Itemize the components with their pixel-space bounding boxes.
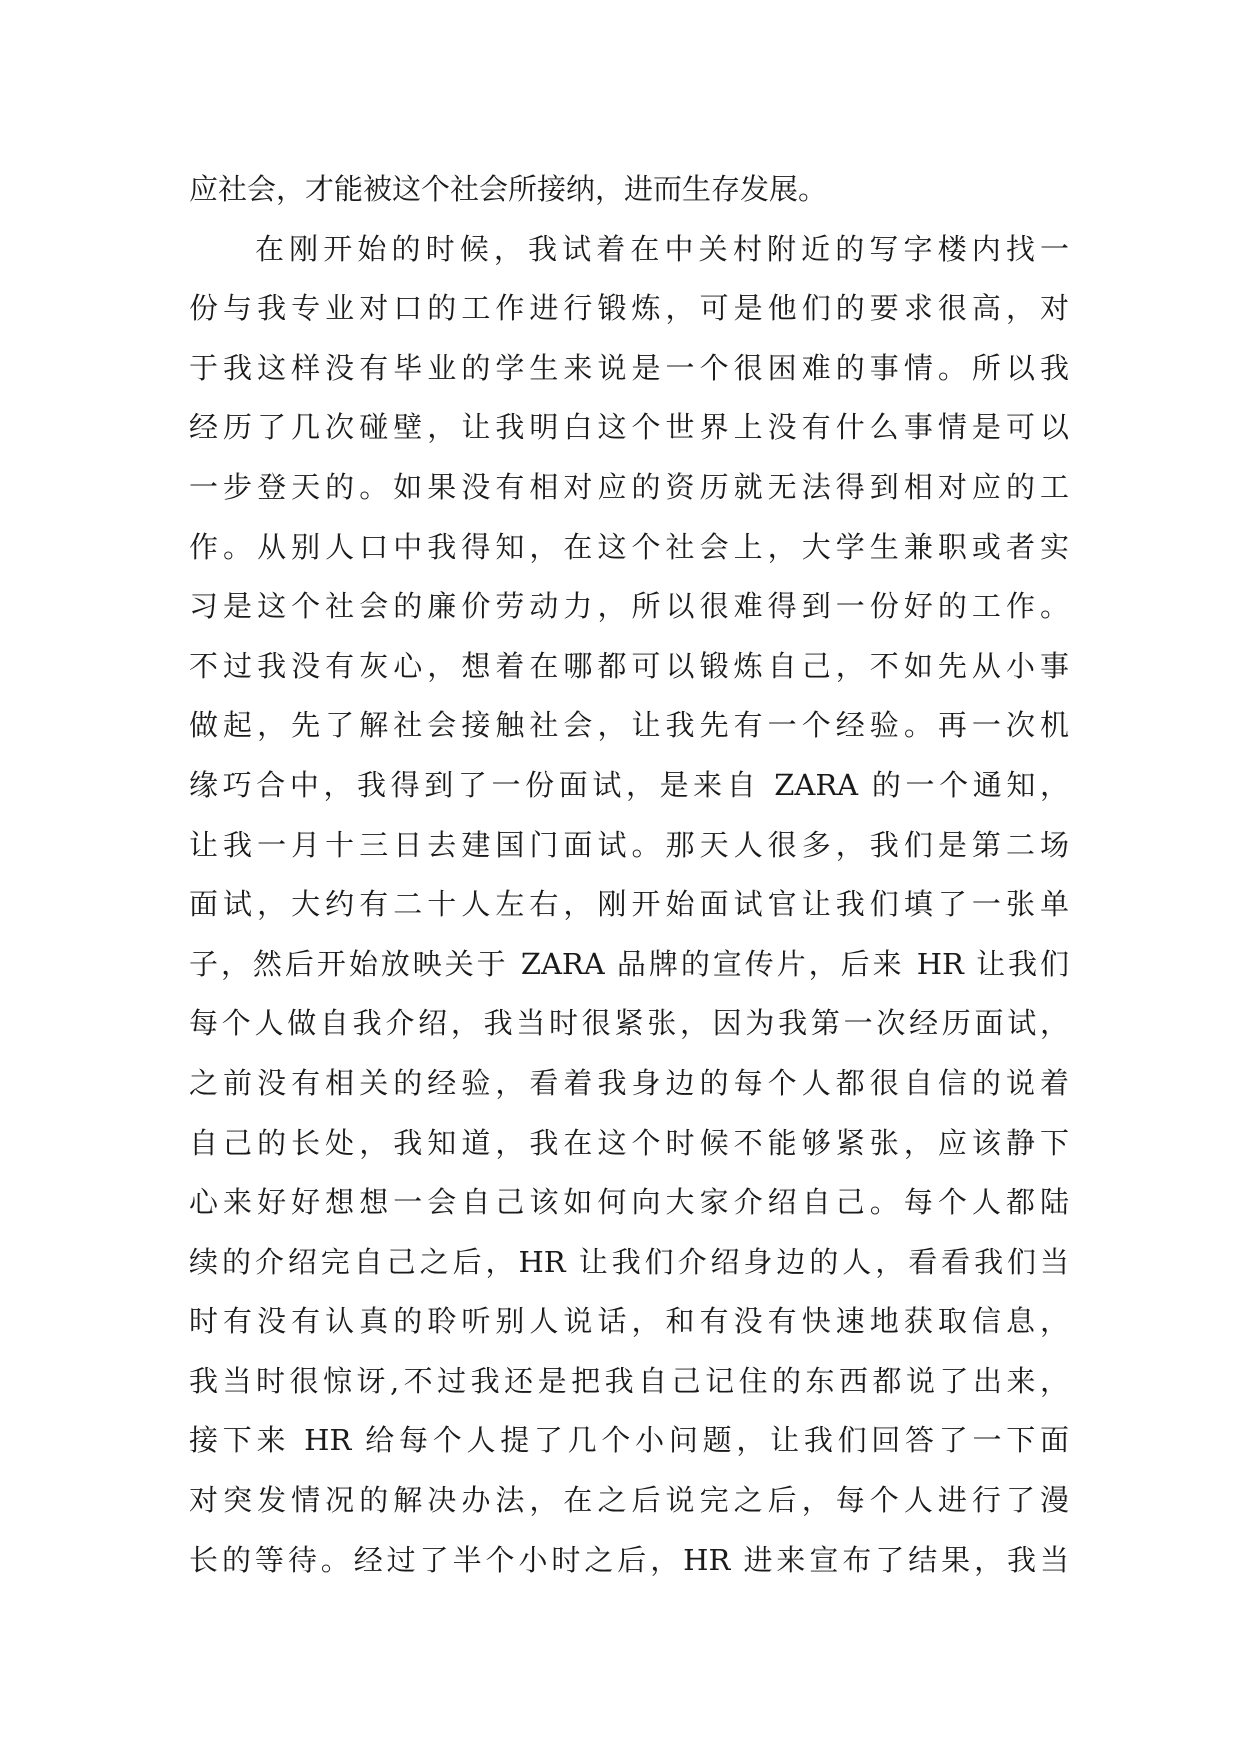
text-line: 接下来 HR 给每个人提了几个小问题，让我们回答了一下面	[189, 1423, 1069, 1458]
text-line: 做起，先了解社会接触社会，让我先有一个经验。再一次机	[189, 708, 1069, 743]
text-line: 习是这个社会的廉价劳动力，所以很难得到一份好的工作。	[189, 589, 1069, 624]
text-line: 续的介绍完自己之后，HR 让我们介绍身边的人，看看我们当	[189, 1244, 1069, 1279]
text-line: 子，然后开始放映关于 ZARA 品牌的宣传片，后来 HR 让我们	[189, 946, 1069, 981]
text-line: 缘巧合中，我得到了一份面试，是来自 ZARA 的一个通知，	[189, 767, 1069, 802]
body-text	[189, 160, 1069, 1590]
text-line: 长的等待。经过了半个小时之后，HR 进来宣布了结果，我当	[189, 1542, 1069, 1577]
text-line: 自己的长处，我知道，我在这个时候不能够紧张，应该静下	[189, 1125, 1069, 1160]
text-line: 对突发情况的解决办法，在之后说完之后，每个人进行了漫	[189, 1483, 1069, 1518]
paragraph-start-line: 在刚开始的时候，我试着在中关村附近的写字楼内找一	[255, 231, 1069, 266]
text-line: 面试，大约有二十人左右，刚开始面试官让我们填了一张单	[189, 887, 1069, 922]
text-line: 于我这样没有毕业的学生来说是一个很困难的事情。所以我	[189, 350, 1069, 385]
text-line: 让我一月十三日去建国门面试。那天人很多，我们是第二场	[189, 827, 1069, 862]
text-line: 不过我没有灰心，想着在哪都可以锻炼自己，不如先从小事	[189, 648, 1069, 683]
text-line: 心来好好想想一会自己该如何向大家介绍自己。每个人都陆	[189, 1185, 1069, 1220]
text-line: 时有没有认真的聆听别人说话，和有没有快速地获取信息，	[189, 1304, 1069, 1339]
text-line: 每个人做自我介绍，我当时很紧张，因为我第一次经历面试，	[189, 1006, 1069, 1041]
text-line: 我当时很惊讶,不过我还是把我自己记住的东西都说了出来，	[189, 1363, 1069, 1398]
text-line: 份与我专业对口的工作进行锻炼，可是他们的要求很高，对	[189, 291, 1069, 326]
text-line: 应社会，才能被这个社会所接纳，进而生存发展。	[189, 172, 828, 206]
text-line: 之前没有相关的经验，看着我身边的每个人都很自信的说着	[189, 1065, 1069, 1100]
text-line: 作。从别人口中我得知，在这个社会上，大学生兼职或者实	[189, 529, 1069, 564]
text-line: 经历了几次碰壁，让我明白这个世界上没有什么事情是可以	[189, 410, 1069, 445]
text-line: 一步登天的。如果没有相对应的资历就无法得到相对应的工	[189, 469, 1069, 504]
